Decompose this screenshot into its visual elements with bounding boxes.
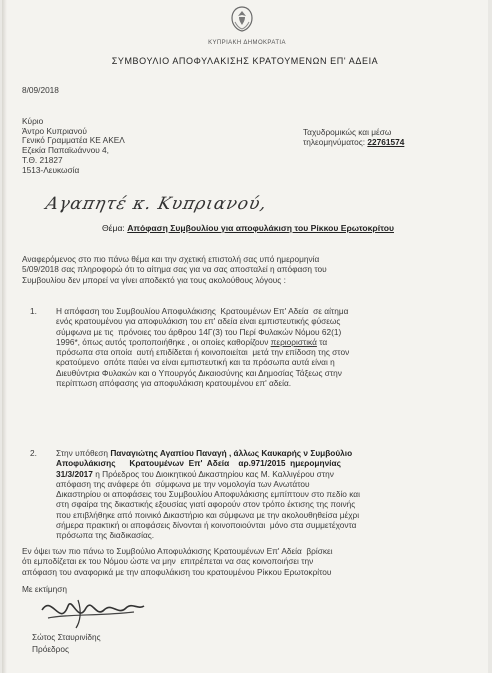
item-line: Η απόφαση του Συμβουλίου Αποφυλάκισης Κρατουμένων Επ' Αδεία σε αίτημα bbox=[56, 306, 349, 316]
item-line: απόφαση της ανάφερε ότι σύμφωνα με την νομολογία των Ανωτάτου bbox=[56, 478, 310, 489]
letter-page bbox=[2, 0, 488, 673]
letter-date: 8/09/2018 bbox=[22, 85, 59, 95]
recipient-line: Εζεκία Παπαϊωάννου 4, bbox=[22, 145, 109, 156]
intro-line: Αναφερόμενος στο πιο πάνω θέμα και την σχετική επιστολή σας υπό ημερομηνία bbox=[22, 254, 320, 264]
fax-label: τηλεομηνύματος: bbox=[303, 136, 366, 147]
closing-line: απόφαση του αναφορικά με την αποφυλάκιση του κρατουμένου Ρίκκου Ερωτοκρίτου bbox=[22, 566, 332, 577]
item-line: σύμφωνα με τις πρόνοιες του άρθρου 14Γ(3) του Περί Φυλακών Νόμου 62(1) bbox=[56, 326, 342, 337]
closing-paragraph bbox=[22, 546, 333, 577]
subject-label: Θέμα: bbox=[102, 223, 125, 233]
signer-name: Σώτος Σταυρινίδης bbox=[32, 632, 101, 642]
signer-title: Πρόεδρος bbox=[32, 644, 69, 654]
intro-paragraph bbox=[22, 254, 327, 285]
item-1-paragraph bbox=[56, 306, 349, 388]
council-heading: ΣΥΜΒΟΥΛΙΟ ΑΠΟΦΥΛΑΚΙΣΗΣ ΚΡΑΤΟΥΜΕΝΩΝ ΕΠ' ΑΔΕΙΑ bbox=[111, 56, 379, 66]
recipient-address bbox=[22, 117, 125, 175]
item-line: πρόσωπα στα οποία αυτή επιδίδεται ή κοινοποιείται μετά την επίδοση της στον bbox=[56, 347, 350, 358]
republic-label: ΚΥΠΡΙΑΚΗ ΔΗΜΟΚΡΑΤΙΑ bbox=[208, 40, 286, 46]
item-line: πρόσωπα της διαδικασίας. bbox=[56, 530, 155, 541]
cyprus-coat-of-arms-icon bbox=[227, 4, 257, 34]
recipient-line: Άντρο Κυπριανού bbox=[22, 125, 87, 136]
subject-text: Απόφαση Συμβουλίου για αποφυλάκιση του Ρίκκου Ερωτοκρίτου bbox=[127, 223, 394, 233]
item-line: τα bbox=[316, 336, 328, 347]
intro-line: 5/09/2018 σας πληροφορώ ότι το αίτημα σας για να σας αποσταλεί η απόφαση του bbox=[22, 264, 327, 275]
case-title: Αποφυλάκισης Κρατουμένων Επ' Αδεία αρ.971/2015 ημερομηνίας bbox=[56, 458, 341, 469]
sign-off: Με εκτίμηση bbox=[22, 584, 68, 594]
item-2-paragraph bbox=[56, 448, 360, 541]
item-line: κρατούμενο οπότε παύει να είναι εμπιστευτική και τα πρόσωπα αυτά είναι η bbox=[56, 357, 335, 368]
fax-number: 22761574 bbox=[367, 136, 405, 147]
recipient-line: Κύριο bbox=[22, 116, 44, 126]
case-date: 31/3/2017 bbox=[56, 468, 93, 479]
recipient-line: Γενικό Γραμματέα ΚΕ ΑΚΕΛ bbox=[22, 135, 125, 146]
closing-line: Εν όψει των πιο πάνω το Συμβούλιο Αποφυλάκισης Κρατουμένων Επ' Αδεία βρίσκει bbox=[22, 546, 333, 556]
item-line: η Πρόεδρος του Διοικητικού Δικαστηρίου κας Μ. Καλλιγέρου στην bbox=[92, 468, 334, 479]
intro-line: Συμβουλίου δεν μπορεί να γίνει αποδεκτό για τους ακολούθους λόγους : bbox=[22, 274, 286, 285]
underlined-word: περιοριστικά bbox=[270, 336, 317, 347]
item-line: 1996*, όπως αυτός τροποποιήθηκε , οι οποίες καθορίζουν bbox=[56, 336, 271, 347]
postal-label: Ταχυδρομικώς και μέσω bbox=[303, 127, 392, 137]
handwritten-greeting: Αγαπητέ κ. Κυπριανού, bbox=[43, 194, 269, 214]
handwritten-signature-icon bbox=[38, 588, 148, 634]
item-line: Δικαστηρίου οι αποφάσεις του Συμβουλίου Αποφυλάκισης εμπίπτουν στο πεδίο και bbox=[56, 489, 360, 500]
item-line: στη σφαίρα της δικαστικής εξουσίας γιατί αφορούν στον τρόπο έκτισης της ποινής bbox=[56, 499, 356, 510]
item-line: περίπτωση απόφασης για αποφυλάκιση κρατουμένου επ' αδεία. bbox=[56, 378, 292, 389]
item-line: που επιβλήθηκε από ποινικό Δικαστήριο και σύμφωνα με την ακολουθηθείσα μέχρι bbox=[56, 509, 360, 520]
recipient-line: 1513-Λευκωσία bbox=[22, 164, 80, 175]
subject-line bbox=[102, 223, 394, 233]
item-2-number: 2. bbox=[30, 448, 37, 458]
item-1-number: 1. bbox=[30, 306, 37, 316]
case-title: Παναγιώτης Αγαπίου Παναγή , άλλως Καυκαρής ν Συμβούλιο bbox=[110, 448, 353, 458]
item-line: ενός κρατουμένου για αποφυλάκιση του επ' αδεία είναι εμπιστευτικής φύσεως bbox=[56, 316, 341, 327]
item-line: Διευθύντρια Φυλακών και ο Υπουργός Δικαιοσύνης και Δημοσίας Τάξεως στην bbox=[56, 367, 342, 378]
closing-line: ότι εμποδίζεται εκ του Νόμου ώστε να μην επιτρέπεται να σας κοινοποιήσει την bbox=[22, 556, 314, 567]
delivery-method bbox=[303, 128, 404, 147]
item-line: Στην υπόθεση bbox=[56, 448, 111, 458]
item-line: σήμερα πρακτική οι αποφάσεις δίνονται ή κοινοποιούνται μόνο στα συμμετέχοντα bbox=[56, 520, 357, 531]
page-edge-shadow bbox=[2, 0, 7, 673]
recipient-line: Τ.Θ. 21827 bbox=[22, 154, 63, 165]
